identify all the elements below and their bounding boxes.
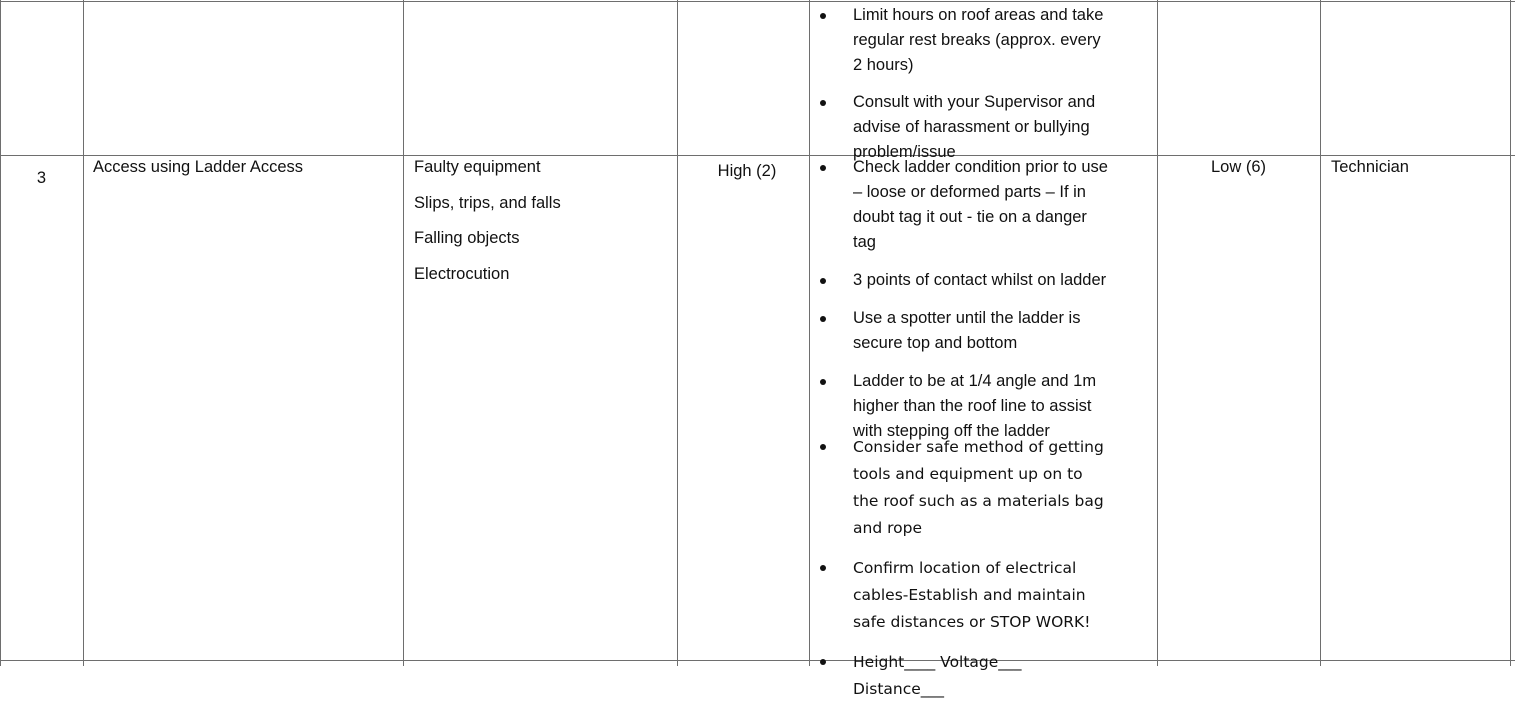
control-item: Consult with your Supervisor and advise of harassment or bullying problem/issue [809,90,1109,165]
table-top-border [0,1,1515,2]
column-divider [1157,0,1158,666]
hazard-item: Slips, trips, and falls [414,193,561,212]
control-item: Consider safe method of getting tools and equipment up on to the roof such as a materials bag and rope [809,434,1109,542]
control-item: Use a spotter until the ladder is secure top and bottom [809,306,1109,356]
column-divider [403,0,404,666]
control-measures-list [809,155,1109,444]
hazard-item: Falling objects [414,229,520,247]
initial-risk-rating: High (2) [717,162,777,180]
column-divider [1320,0,1321,666]
hazards-list [414,155,561,297]
column-divider [677,0,678,666]
control-measures-list [809,434,1109,703]
responsible-person: Technician [1331,158,1409,176]
column-divider [83,0,84,666]
hazard-item: Electrocution [414,264,510,283]
item-number: 3 [36,169,47,187]
table-bottom-border [0,660,1515,661]
hazard-item: Faulty equipment [414,158,541,176]
control-item: 3 points of contact whilst on ladder [809,268,1109,293]
residual-risk-rating: Low (6) [1210,158,1267,176]
table-right-border [1510,0,1511,666]
control-item: Height____ Voltage___ Distance___ [809,649,1109,703]
control-measures-list [809,3,1109,165]
task-description: Access using Ladder Access [93,158,304,176]
control-item: Check ladder condition prior to use – loose or deformed parts – If in doubt tag it out - tie on a danger tag [809,155,1109,255]
control-item: Ladder to be at 1/4 angle and 1m higher than the roof line to assist with stepping off the ladder [809,369,1109,444]
control-item: Limit hours on roof areas and take regular rest breaks (approx. every 2 hours) [809,3,1109,78]
table-left-border [0,0,1,666]
control-item: Confirm location of electrical cables-Establish and maintain safe distances or STOP WORK! [809,555,1109,636]
